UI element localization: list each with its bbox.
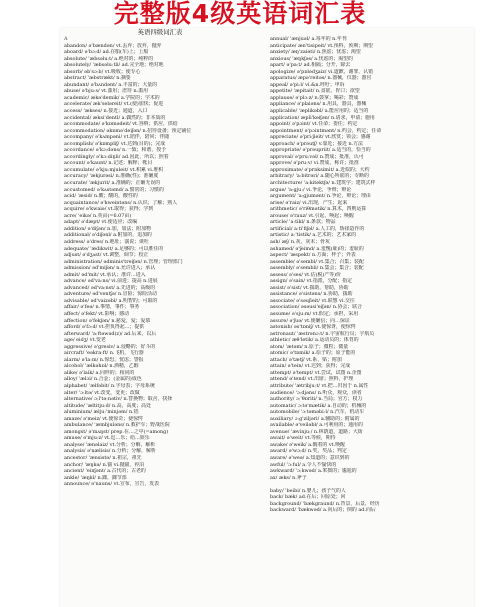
vocabulary-entry: astronaut/ 'æstrənɔːt/ n.宇宙航行员；宇航员 bbox=[270, 330, 375, 337]
vocabulary-entry: ashamed/ ə'ʃeimd/ a.羞愧(耻)的；羞耻的 bbox=[270, 245, 364, 252]
vocabulary-entry: applause/ ə'plɔːz/ n.鼓掌；喝彩；赞成 bbox=[270, 94, 359, 101]
vocabulary-entry: aboard/ ə'bɔːd/ ad.在船(车)上；上船 bbox=[64, 49, 149, 56]
vocabulary-entry: analyse/ 'ænəlaiz/ vt.分析；分解，解析 bbox=[64, 441, 156, 448]
vocabulary-entry: aspect/ 'æspekt/ n.方面；样子；外表 bbox=[270, 252, 356, 259]
vocabulary-entry: authority/ ɔː'θɒriti/ n.当局；官方；权力 bbox=[270, 396, 363, 403]
vocabulary-entry: ash/ æʃ/ n.灰，灰末；骨灰 bbox=[270, 238, 330, 245]
vocabulary-entry: affect/ ə'fekt/ vt.影响；感动 bbox=[64, 310, 130, 317]
vocabulary-entry: architecture/ 'aːkitektʃə/ n.建筑学；建筑式样 bbox=[270, 180, 376, 187]
vocabulary-entry: assemble/ ə'sembl/ vt.集合；召集；装配 bbox=[270, 258, 364, 265]
vocabulary-entry: back/ bæk/ ad.在后；回原处；回 bbox=[270, 494, 346, 501]
vocabulary-entry: access/ 'ækses/ n.接近；通道，入口 bbox=[64, 108, 148, 115]
vocabulary-entry: anticipate/ æn'tisipeit/ vt.预料，预期；期望 bbox=[270, 42, 373, 49]
vocabulary-entry: accidental/ æksi'dentl/ a.偶然的；非本质的 bbox=[64, 114, 166, 121]
vocabulary-entry: addition/ ə'diʃən/ n.加，加法；附加物 bbox=[64, 225, 151, 232]
vocabulary-entry: amaze/ ə'meiz/ vt.使惊奇；使惊愕 bbox=[64, 415, 143, 422]
vocabulary-entry: award/ ə'wɔːd/ n.奖，奖品；判定 bbox=[270, 448, 347, 455]
vocabulary-entry: accompany/ ə'kʌmpəni/ vt.陪伴，陪同；伴随 bbox=[64, 134, 170, 141]
vocabulary-entry: appropriate/ ə'prəupriit/ a.适当的，恰当的 bbox=[270, 147, 371, 154]
vocabulary-entry: assure/ ə'ʃuə/ vt.使确信；向…保证 bbox=[270, 317, 350, 324]
vocabulary-entry: automatic/ ɔːtə'mætik/ a.自动的；机械的 bbox=[270, 402, 367, 409]
vocabulary-entry: await/ ə'weit/ vt.等候，期待 bbox=[270, 435, 336, 442]
vocabulary-entry: age/ eidʒ/ vt.变老 bbox=[64, 337, 106, 344]
vocabulary-entry: anxious/ 'æŋkʃəs/ a.忧虑的；渴望的 bbox=[270, 55, 353, 62]
vocabulary-entry: argument/ 'aːgjumənt/ n.争论，辩论；理由 bbox=[270, 193, 371, 200]
vocabulary-entry: automobile/ 'ɔːtəməbiːl/ n.汽车，机动车 bbox=[270, 409, 365, 416]
vocabulary-entry: ax/ æks/ n.斧子 bbox=[270, 474, 307, 481]
document-subtitle: 英语四级词汇表 bbox=[137, 28, 183, 36]
vocabulary-entry: awkward/ 'ɔːkwəd/ a.笨拙的；尴尬的 bbox=[270, 468, 357, 475]
vocabulary-entry: arbitrary/ 'aːbitrəri/ a.随心所欲的；专断的 bbox=[270, 173, 369, 180]
vocabulary-entry: artistic/ aː'tistik/ a.艺术的；艺术家的 bbox=[270, 232, 357, 239]
vocabulary-entry: amuse/ ə'mjuːz/ vt.逗…乐；给…娱乐 bbox=[64, 435, 150, 442]
vocabulary-entry: ambulance/ 'æmbjuləns/ n.救护车；野战医院 bbox=[64, 422, 170, 429]
vocabulary-entry: acquire/ ə'kwaiə/ vt.取得；获得；学到 bbox=[64, 206, 154, 213]
vocabulary-entry: alarm/ ə'laːm/ n.惊恐，忧虑；警报 bbox=[64, 356, 144, 363]
vocabulary-entry: analysis/ ə'nælisis/ n.分析；分解，解析 bbox=[64, 448, 156, 455]
vocabulary-entry: accomplish/ ə'kɒmpliʃ/ vt.达到(目的)；完成 bbox=[64, 140, 166, 147]
vocabulary-entry: atom/ 'ætəm/ n.原子；微粒；微量 bbox=[270, 343, 349, 350]
vocabulary-entry: ankle/ 'æŋkl/ n.踝，踝节部 bbox=[64, 474, 127, 481]
banner-title: 完整版4级英语词汇表 bbox=[113, 0, 367, 28]
vocabulary-entry: avenue/ 'ævinjuː/ n.林荫道，道路；大街 bbox=[270, 428, 363, 435]
vocabulary-entry: accordance/ ə'kɔːdəns/ n.一致；和谐，授予 bbox=[64, 147, 167, 154]
vocabulary-entry: assist/ ə'sist/ vt.援助，帮助，协助 bbox=[270, 284, 349, 291]
vocabulary-entry: administration/ ədminis'treiʃən/ n.管理；管理部门 bbox=[64, 258, 183, 265]
vocabulary-entry: approve/ ə'pruːv/ vi.赞成，称许；批准 bbox=[270, 160, 359, 167]
vocabulary-entry: address/ ə'dres/ n.地址；演说；谈吐 bbox=[64, 238, 149, 245]
vocabulary-entry: accommodation/ əkɒmə'deiʃən/ n.招待设备；预定铺位 bbox=[64, 127, 192, 134]
vocabulary-entry: advisable/ əd'vaizəbl/ a.明智的；可取的 bbox=[64, 297, 158, 304]
vocabulary-entry: aggressive/ ə'gresiv/ a.侵略的；好斗的 bbox=[64, 343, 156, 350]
vocabulary-entry: applicable/ 'æplikəbl/ a.能应用的；适当的 bbox=[270, 108, 369, 115]
vocabulary-entry: accordingly/ ə'kɔːdiŋli/ ad.因此，所以；照着 bbox=[64, 153, 169, 160]
vocabulary-entry: article/ 'aːtikl/ n.条款；物品 bbox=[270, 219, 336, 226]
vocabulary-entry: association/ əsəusi'eiʃən/ n.协会；联合 bbox=[270, 304, 362, 311]
vocabulary-entry: advance/ əd'vaːns/ vi.前进；提高 n.进展 bbox=[64, 278, 158, 285]
vocabulary-entry: artificial/ aːti'fiʃəl/ a.人工的，矫揉造作的 bbox=[270, 225, 365, 232]
vocabulary-entry: absolute/ 'æbsəluːt/ a.绝对的；纯粹的 bbox=[64, 55, 153, 62]
vocabulary-entry: accelerate/ æk'seləreit/ vt.(使)加快；促进 bbox=[64, 101, 164, 108]
vocabulary-entry: awful/ 'ɔːful/ a.令人不愉快的 bbox=[270, 461, 337, 468]
vocabulary-entry: atomic/ ə'tɒmik/ a.原子的；原子能的 bbox=[270, 350, 356, 357]
vocabulary-entry: alloy/ 'ælɔi/ n.合金；(金属的)成色 bbox=[64, 376, 142, 383]
vocabulary-entry: associate/ ə'səuʃieit/ vt.联想 vi.交往 bbox=[270, 297, 355, 304]
vocabulary-entry: abundant/ ə'bʌndənt/ a.丰富的；大量的 bbox=[64, 81, 158, 88]
vocabulary-entry: accustomed/ ə'kʌstəmd/ a.惯常的；习惯的 bbox=[64, 186, 164, 193]
vocabulary-entry: arouse/ ə'rauz/ vt.引起，唤起；唤醒 bbox=[270, 212, 354, 219]
vocabulary-entry: absolutely/ 'æbsəluːtli/ ad.完全地；绝对地 bbox=[64, 62, 164, 69]
vocabulary-column-right bbox=[270, 36, 476, 514]
document-page bbox=[60, 28, 474, 607]
vocabulary-entry: accurate/ 'ækjurit/ a.准确的；正确无误的 bbox=[64, 180, 160, 187]
vocabulary-entry: ancestor/ 'ænsistə/ n.祖宗，祖先 bbox=[64, 455, 142, 461]
vocabulary-entry: apologize/ ə'pɒlədʒaiz/ vi.道歉，谢罪，认错 bbox=[270, 68, 373, 75]
vocabulary-entry: additional/ ə'diʃənl/ a.附加的，追加的 bbox=[64, 232, 152, 239]
vocabulary-entry: awake/ ə'weik/ a.醒着的 vt.唤醒 bbox=[270, 441, 345, 448]
vocabulary-entry: abuse/ ə'bjuːs/ vt.滥用；虐待 n.滥用 bbox=[64, 88, 148, 95]
vocabulary-entry: adequate/ 'ædikwit/ a.足够的；可以胜任的 bbox=[64, 245, 164, 252]
vocabulary-entry: appetite/ 'æpitait/ n.食欲，胃口；欲望 bbox=[270, 88, 360, 95]
vocabulary-entry: aware/ ə'weə/ a.知道的；意识到的 bbox=[270, 455, 350, 461]
vocabulary-entry: afterward/ 'aːftəwəd(z)/ ad.后来，以后 bbox=[64, 330, 157, 337]
vocabulary-entry: accumulate/ ə'kjuːmjuleit/ vt.积累 vi.堆积 bbox=[64, 166, 164, 173]
vocabulary-entry: afford/ ə'fɔːd/ vt.担负得起…；提供 bbox=[64, 324, 145, 331]
vocabulary-entry: announce/ ə'nauns/ vt.宣布，宣告，发表 bbox=[64, 481, 160, 488]
vocabulary-entry: account/ ə'kaunt/ n.记述；解释；帐目 bbox=[64, 160, 153, 167]
vocabulary-entry: background/ 'bækgraund/ n.背景，后景，经历 bbox=[270, 500, 380, 507]
vocabulary-entry: acre/ 'eikə/ n.英亩(=6.07亩) bbox=[64, 212, 132, 219]
vocabulary-entry: audience/ 'ɔːdjəns/ n.听众，观众，读者 bbox=[270, 389, 362, 396]
vocabulary-entry: acid/ 'æsid/ n.酸；酸的，酸性的 bbox=[64, 193, 138, 200]
section-letter: A bbox=[64, 36, 68, 42]
vocabulary-entry: advanced/ əd'vaːnst/ a.先进的；高级的 bbox=[64, 284, 156, 291]
vocabulary-entry: arithmetic/ ə'riθmətik/ n.算术，四则运算 bbox=[270, 206, 367, 213]
vocabulary-entry: anchor/ 'æŋkə/ n.锚 vi.抛锚，停泊 bbox=[64, 461, 145, 468]
vocabulary-entry: backward/ 'bækwəd/ a.向后的；倒的 ad.向后 bbox=[270, 507, 376, 514]
vocabulary-entry: approval/ ə'pruːvəl/ n.赞成；批准，认可 bbox=[270, 153, 364, 160]
vocabulary-entry: attend/ ə'tend/ vt.出席；照料，护理 bbox=[270, 376, 354, 383]
vocabulary-entry: assistance/ ə'sistəns/ n.协助，援助 bbox=[270, 291, 353, 298]
vocabulary-entry: approximate/ ə'prɒksimit/ a.近似的；大约 bbox=[270, 166, 370, 173]
vocabulary-entry: attempt/ ə'tempt/ vt.尝试，试图 n.企图 bbox=[270, 369, 362, 376]
vocabulary-entry: assembly/ ə'sembli/ n.集会；集合；装配 bbox=[270, 265, 364, 272]
vocabulary-entry: arise/ ə'raiz/ vi.出现，产生；起来 bbox=[270, 199, 348, 206]
vocabulary-entry: abandon/ ə'bændən/ vt.丢弃；放弃，抛弃 bbox=[64, 42, 162, 49]
vocabulary-entry: altitude/ 'æltitjuːd/ n.高，高度；高处 bbox=[64, 402, 151, 409]
vocabulary-entry: ancient/ 'einʃənt/ a.古代的；古老的 bbox=[64, 468, 146, 475]
vocabulary-entry: affection/ ə'fekʃən/ n.慈爱，爱；爱慕 bbox=[64, 317, 151, 324]
vocabulary-entry: available/ ə'veiləbl/ a.可利用的；通用的 bbox=[270, 422, 363, 429]
vocabulary-entry: appoint/ ə'pɔint/ vt.任命；委任；约定 bbox=[270, 121, 358, 128]
vocabulary-entry: attach/ ə'tætʃ/ vt.系，贴；附加 bbox=[270, 356, 342, 363]
vocabulary-entry: adapt/ ə'dæpt/ vt.使适应；改编 bbox=[64, 219, 138, 226]
vocabulary-entry: alter/ 'ɔːltə/ vt.改变，变更；改做 bbox=[64, 389, 140, 396]
vocabulary-entry: apart/ ə'paːt/ ad.相隔；分开，除去 bbox=[270, 62, 351, 69]
vocabulary-entry: affair/ ə'feə/ n.事情，事件；事务 bbox=[64, 304, 140, 311]
vocabulary-entry: assume/ ə'sjuːm/ vt.假定；承担，采用 bbox=[270, 310, 359, 317]
vocabulary-entry: argue/ 'aːgjuː/ vi.争论，争辩；辩论 bbox=[270, 186, 352, 193]
vocabulary-entry: attribute/ 'ætribjuːt/ vt.把…归因于 n.属性 bbox=[270, 382, 369, 389]
vocabulary-entry: application/ æpli'keiʃən/ n.请求，申请；施用 bbox=[270, 114, 375, 121]
vocabulary-entry: athletic/ æθ'letik/ a.运动员的；体育的 bbox=[270, 337, 359, 344]
vocabulary-entry: annual/ 'ænjuəl/ a.每年的 n.年刊 bbox=[270, 36, 347, 42]
vocabulary-entry: alphabet/ 'ælfəbit/ n.字母表；字母系统 bbox=[64, 382, 155, 389]
vocabulary-entry: apparatus/ æpə'reitəs/ n.器械，仪器；器官 bbox=[270, 75, 372, 82]
vocabulary-entry: baby/ 'beibi/ n.婴儿；孩子气的人 bbox=[270, 487, 346, 494]
vocabulary-entry: abstract/ 'æbstrækt/ n.摘要 bbox=[64, 75, 131, 82]
vocabulary-entry: appliance/ ə'plaiəns/ n.用具，器具，器械 bbox=[270, 101, 367, 108]
vocabulary-entry: accommodate/ ə'kɒmədeit/ vt.容纳；供应，供给 bbox=[64, 121, 178, 128]
vocabulary-column-left bbox=[64, 36, 270, 488]
vocabulary-entry: anxiety/ æŋ'zaiəti/ n.焦虑；忧虑；渴望 bbox=[270, 49, 361, 56]
vocabulary-entry: aluminium/ æljuː'minjəm/ n.铝 bbox=[64, 409, 139, 416]
vocabulary-entry: acquaintance/ ə'kweintəns/ n.认识；了解；熟人 bbox=[64, 199, 177, 206]
vocabulary-entry: auxiliary/ ɔːg'ziljəri/ a.辅助的；附属的 bbox=[270, 415, 360, 422]
vocabulary-entry: accuracy/ 'ækjurəsi/ n.准确(性)；准确度 bbox=[64, 173, 159, 180]
vocabulary-entry: approach/ ə'prəutʃ/ v.靠近；接近 n.方法 bbox=[270, 140, 363, 147]
vocabulary-entry: aircraft/ 'eəkraːft/ n.飞机，飞行器 bbox=[64, 350, 144, 357]
vocabulary-entry: amongst/ ə'mʌŋst/ prep.在…之中(=among) bbox=[64, 428, 169, 435]
vocabulary-entry: alike/ ə'laik/ a.同样的；相同的 bbox=[64, 369, 135, 376]
vocabulary-entry: academic/ ækə'demik/ a.学院的；学术的 bbox=[64, 94, 160, 101]
vocabulary-entry: assign/ ə'sain/ vt.指派，分配；指定 bbox=[270, 278, 352, 285]
vocabulary-entry: admission/ əd'miʃən/ n.允许进入；承认 bbox=[64, 265, 156, 272]
vocabulary-entry: alternative/ ɔːl'təːnətiv/ n.替换物；取舍，抉择 bbox=[64, 396, 173, 403]
vocabulary-entry: admit/ əd'mit/ vt.承认；准许…进入 bbox=[64, 271, 146, 278]
vocabulary-entry: appointment/ ə'pɔintmənt/ n.约会，约定；任命 bbox=[270, 127, 382, 134]
vocabulary-entry: adjust/ ə'dʒʌst/ vt.调整，调节；校正 bbox=[64, 252, 149, 259]
vocabulary-entry: adventure/ əd'ventʃə/ n.冒险；惊险活动 bbox=[64, 291, 157, 298]
vocabulary-entry: attain/ ə'tein/ vt.达到；获得；完成 bbox=[270, 363, 351, 370]
vocabulary-entry: assess/ ə'ses/ vt.估(税)产等)价 bbox=[270, 271, 341, 278]
vocabulary-entry: astonish/ əs'tɒniʃ/ vt.使惊讶，使惊愕 bbox=[270, 324, 356, 331]
vocabulary-entry: appreciate/ ə'priːʃieit/ vt.欣赏；领会；感谢 bbox=[270, 134, 371, 141]
vocabulary-entry: alcohol/ 'ælkəhɒl/ n.酒精，乙醇 bbox=[64, 363, 139, 370]
vocabulary-entry: absorb/ əb'sɔːb/ vt.吸收；使专心 bbox=[64, 68, 141, 75]
vocabulary-entry: appeal/ ə'piːl/ vi.&n.呼吁；申诉 bbox=[270, 81, 345, 88]
